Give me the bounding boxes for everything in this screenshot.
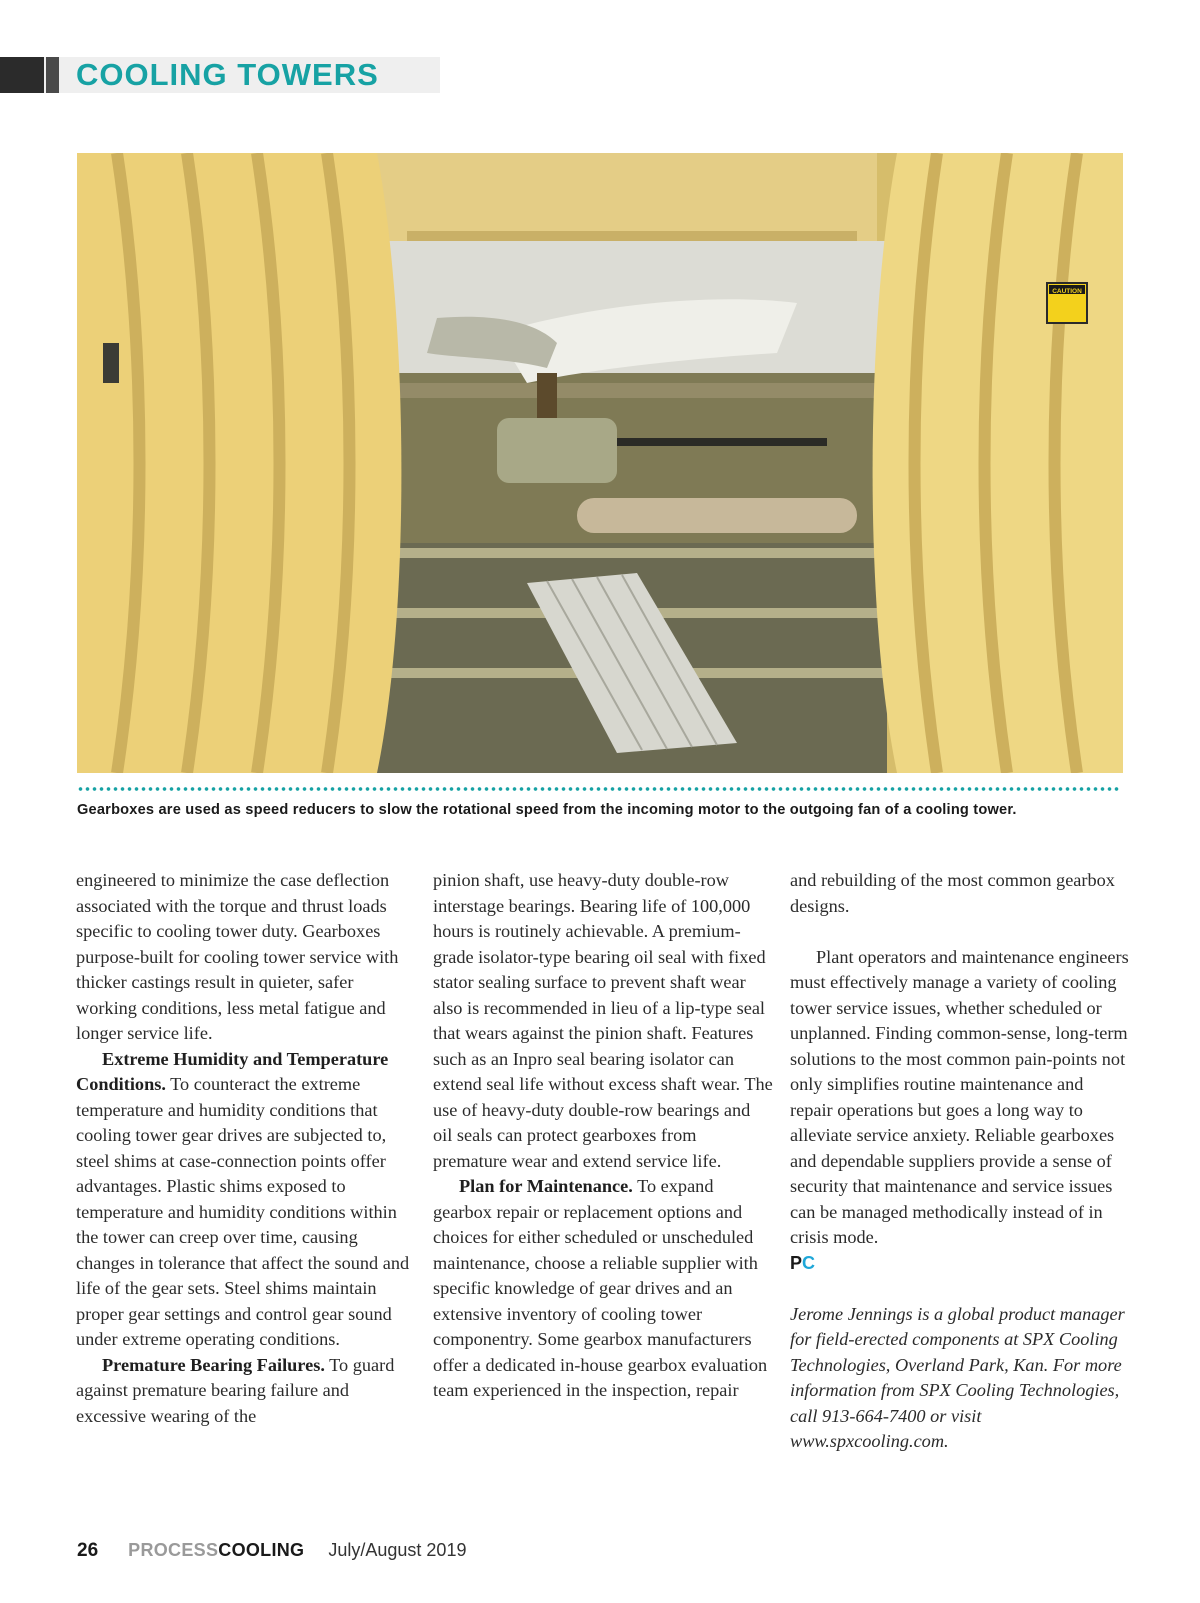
paragraph-gap	[790, 1276, 1130, 1302]
issue-date: July/August 2019	[328, 1540, 467, 1560]
paragraph: engineered to minimize the case deflection associated with the torque and thrust loads specific to cooling tower duty. Gearboxes purpose-built for cooling tower service with thicker castings result in quieter, safer working conditions, less metal fatigue and longer service life.	[76, 870, 399, 1043]
paragraph: Extreme Humidity and Temperature Conditions. To counteract the extreme temperature and humidity conditions that cooling tower gear drives are subjected to, steel shims at case-connection points offer advantages. Plastic shims exposed to temperature and humidity conditions within the tower can creep over time, causing changes in tolerance that affect the sound and life of the gear sets. Steel shims maintain proper gear settings and control gear sound under extreme operating conditions.	[76, 1048, 410, 1349]
paragraph: Plant operators and maintenance engineers must effectively manage a variety of cooling tower service issues, whether scheduled or unplanned. Finding common-sense, long-term solutions to the most common pain-points not only simplifies routine maintenance and repair operations but goes a long way to alleviate service anxiety. Reliable gearboxes and dependable suppliers provide a sense of security that maintenance and service issues can be managed methodically instead of in crisis mode.	[790, 946, 1129, 1247]
paragraph-gap	[790, 919, 1130, 945]
paragraph: Premature Bearing Failures. To guard against premature bearing failure and excessive wearing of the	[76, 1354, 395, 1426]
gearbox-photo	[77, 153, 1123, 773]
author-bio: Jerome Jennings is a global product manager for field-erected components at SPX Cooling Technologies, Overland Park, Kan. For more information from SPX Cooling Technologies, call 913-664-7400 or visit www.spxcooling.com.	[790, 1303, 1125, 1451]
article-column-1	[76, 868, 416, 1429]
page-footer	[77, 1535, 466, 1565]
subheading: Plan for Maintenance.	[459, 1176, 633, 1196]
magazine-name-cooling: COOLING	[218, 1540, 305, 1560]
gearbox-photo-illustration	[77, 153, 1123, 773]
subheading: Premature Bearing Failures.	[102, 1354, 325, 1375]
article-column-3	[790, 868, 1130, 1455]
subheading: Extreme Humidity and Temperature Conditions.	[76, 1048, 389, 1094]
caption-divider	[77, 786, 1121, 792]
magazine-name-process: PROCESS	[128, 1540, 219, 1560]
end-mark-p: P	[790, 1252, 803, 1273]
end-mark	[790, 1251, 1130, 1277]
section-header-block-mid	[46, 57, 59, 93]
paragraph: Plan for Maintenance. To expand gearbox repair or replacement options and choices for either scheduled or unscheduled maintenance, choose a reliable supplier with specific knowledge of gear drives and an extensive inventory of cooling tower componentry. Some gearbox manufacturers offer a dedicated in-house gearbox evaluation team experienced in the inspection, repair	[433, 1176, 768, 1400]
figure-caption: Gearboxes are used as speed reducers to slow the rotational speed from the incoming motor to the outgoing fan of a cooling tower.	[77, 802, 1017, 818]
page-number: 26	[77, 1540, 99, 1561]
end-mark-c: C	[802, 1252, 816, 1273]
section-header-block-dark	[0, 57, 44, 93]
paragraph: and rebuilding of the most common gearbox designs.	[790, 870, 1115, 916]
section-title: COOLING TOWERS	[76, 57, 379, 92]
caution-label: CAUTION	[1052, 288, 1082, 295]
article-column-2	[433, 868, 773, 1404]
paragraph: pinion shaft, use heavy-duty double-row interstage bearings. Bearing life of 100,000 hours is routinely achievable. A premium-grade isolator-type bearing oil seal with fixed stator sealing surface to prevent shaft wear also is recommended in lieu of a lip-type seal that wears against the pinion shaft. Features such as an Inpro seal bearing isolator can extend seal life without excess shaft wear. The use of heavy-duty double-row bearings and oil seals can protect gearboxes from premature wear and extend service life.	[433, 870, 773, 1171]
